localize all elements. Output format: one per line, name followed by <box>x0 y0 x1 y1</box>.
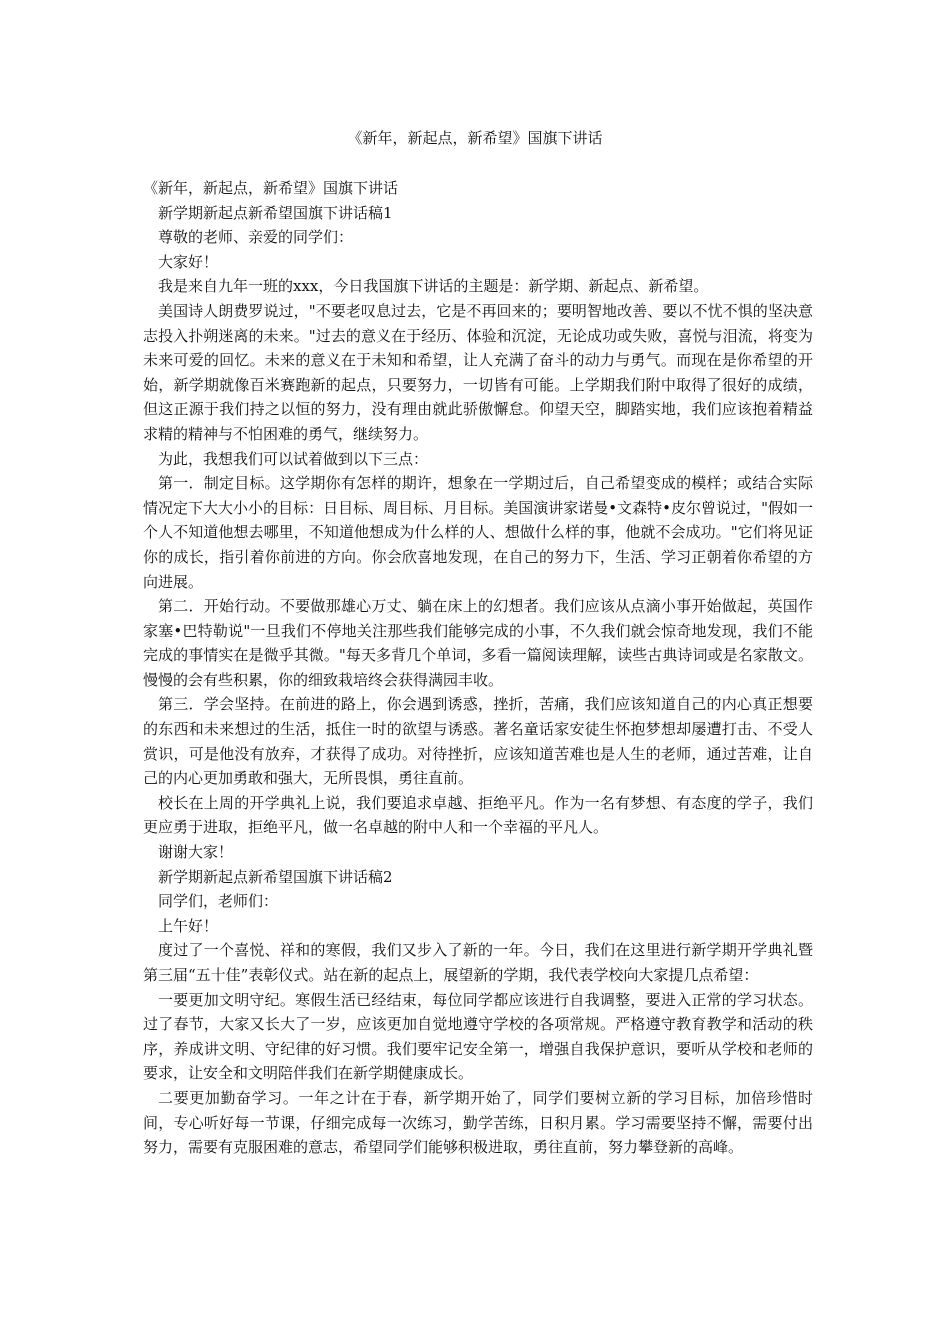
paragraph: 度过了一个喜悦、祥和的寒假，我们又步入了新的一年。今日，我们在这里进行新学期开学典礼暨第三届“五十佳”表彰仪式。站在新的起点上，展望新的学期，我代表学校向大家提几点希望： <box>143 941 813 984</box>
paragraph: 谢谢大家！ <box>158 843 234 862</box>
paragraph: 一要更加文明守纪。寒假生活已经结束，每位同学都应该进行自我调整，要进入正常的学习状态。过了春节，大家又长大了一岁，应该更加自觉地遵守学校的各项常规。严格遵守教育教学和活动的秩序，养成讲文明、守纪律的好习惯。我们要牢记安全第一，增强自我保护意识，要听从学校和老师的要求，让安全和文明陪伴我们在新学期健康成长。 <box>143 990 813 1083</box>
document-body <box>143 176 813 1160</box>
paragraph: 美国诗人朗费罗说过，"不要老叹息过去，它是不再回来的；要明智地改善、要以不忧不惧的坚决意志投入扑朔迷离的未来。"过去的意义在于经历、体验和沉淀，无论成功或失败，喜悦与泪流，将变为未来可爱的回忆。未来的意义在于未知和希望，让人充满了奋斗的动力与勇气。而现在是你希望的开始，新学期就像百米赛跑新的起点，只要努力，一切皆有可能。上学期我们附中取得了很好的成绩，但这正源于我们持之以恒的努力，没有理由就此骄傲懈怠。仰望天空，脚踏实地，我们应该抱着精益求精的精神与不怕困难的勇气，继续努力。 <box>143 301 813 443</box>
paragraph: 同学们，老师们： <box>158 892 279 911</box>
paragraph: 《新年，新起点，新希望》国旗下讲话 <box>143 179 399 197</box>
paragraph: 第二．开始行动。不要做那雄心万丈、躺在床上的幻想者。我们应该从点滴小事开始做起，英国作家塞•巴特勒说"一旦我们不停地关注那些我们能够完成的小事，不久我们就会惊奇地发现，我们不能完成的事情实在是微乎其微。"每天多背几个单词，多看一篇阅读理解，读些古典诗词或是名家散文。慢慢的会有些积累，你的细致栽培终会获得满园丰收。 <box>143 597 813 689</box>
paragraph: 为此，我想我们可以试着做到以下三点： <box>158 449 429 468</box>
paragraph: 大家好！ <box>158 252 219 271</box>
paragraph: 新学期新起点新希望国旗下讲话稿2 <box>158 867 393 886</box>
paragraph: 第一．制定目标。这学期你有怎样的期许，想象在一学期过后，自己希望变成的模样；或结合实际情况定下大大小小的目标：日目标、周目标、月目标。美国演讲家诺曼•文森特•皮尔曾说过，"假如一个人不知道他想去哪里，不知道他想成为什么样的人、想做什么样的事，他就不会成功。"它们将见证你的成长，指引着你前进的方向。你会欣喜地发现，在自己的努力下，生活、学习正朝着你希望的方向进展。 <box>143 474 813 591</box>
paragraph: 第三．学会坚持。在前进的路上，你会遇到诱惑，挫折，苦痛，我们应该知道自己的内心真正想要的东西和未来想过的生活，抵住一时的欲望与诱惑。著名童话家安徒生怀抱梦想却屡遭打击、不受人赏识，可是他没有放弃，才获得了成功。对待挫折，应该知道苦难也是人生的老师，通过苦难，让自己的内心更加勇敢和强大，无所畏惧，勇往直前。 <box>143 695 813 788</box>
paragraph: 校长在上周的开学典礼上说，我们要追求卓越、拒绝平凡。作为一名有梦想、有态度的学子，我们更应勇于进取，拒绝平凡，做一名卓越的附中人和一个幸福的平凡人。 <box>143 793 813 837</box>
paragraph: 我是来自九年一班的xxx，今日我国旗下讲话的主题是：新学期、新起点、新希望。 <box>158 277 709 296</box>
document-title: 《新年，新起点，新希望》国旗下讲话 <box>347 129 603 147</box>
paragraph: 二要更加勤奋学习。一年之计在于春，新学期开始了，同学们要树立新的学习目标，加倍珍惜时间，专心听好每一节课，仔细完成每一次练习，勤学苦练，日积月累。学习需要坚持不懈，需要付出努力，需要有克服困难的意志，希望同学们能够积极进取，勇往直前，努力攀登新的高峰。 <box>143 1088 813 1157</box>
paragraph: 尊敬的老师、亲爱的同学们： <box>158 228 354 247</box>
paragraph: 新学期新起点新希望国旗下讲话稿1 <box>158 203 393 222</box>
paragraph: 上午好！ <box>158 916 219 935</box>
